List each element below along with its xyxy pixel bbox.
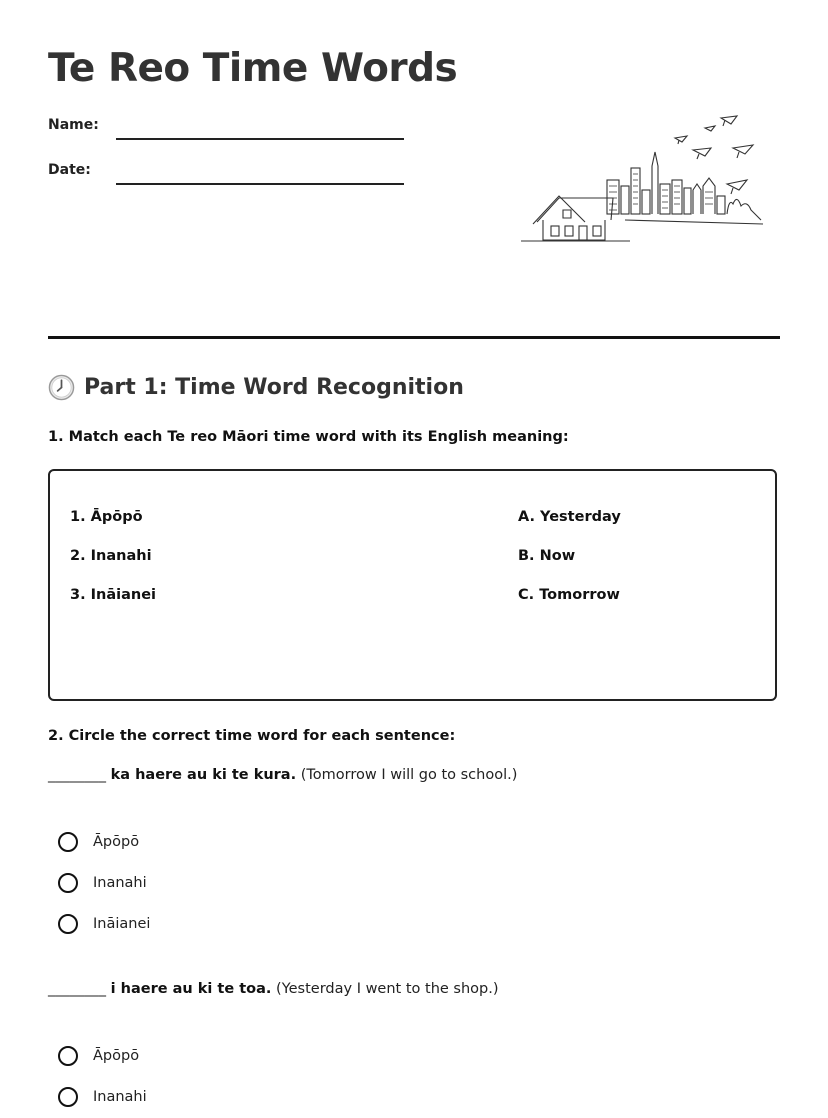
radio-circle[interactable] [58,1046,78,1066]
match-right-item[interactable]: C. Tomorrow [518,587,620,603]
date-field[interactable] [116,183,404,185]
option-label: Āpōpō [93,1048,140,1064]
option-label: Ināianei [93,916,151,932]
name-field[interactable] [116,138,404,140]
match-right-item[interactable]: A. Yesterday [518,509,621,525]
sentence-2 [48,981,499,997]
radio-circle[interactable] [58,873,78,893]
part1-heading-text: Part 1: Time Word Recognition [84,375,464,400]
radio-circle[interactable] [58,914,78,934]
sentence-1 [48,767,517,783]
match-left-item[interactable]: 2. Inanahi [70,548,152,564]
question-2-prompt: 2. Circle the correct time word for each sentence: [48,728,456,744]
option-label: Inanahi [93,875,147,891]
answer-option[interactable] [58,1046,139,1066]
answer-option[interactable] [58,914,150,934]
answer-option[interactable] [58,1087,147,1107]
city-skyline-with-house-and-birds-icon [515,108,770,246]
answer-option[interactable] [58,832,139,852]
match-right-item[interactable]: B. Now [518,548,576,564]
part1-heading [48,374,464,401]
answer-blank: ________ [48,981,106,997]
question-1-prompt: 1. Match each Te reo Māori time word with its English meaning: [48,429,569,445]
match-left-item[interactable]: 3. Ināianei [70,587,157,603]
matching-box [48,469,777,701]
match-left-item[interactable]: 1. Āpōpō [70,509,143,525]
english-translation: (Tomorrow I will go to school.) [300,767,518,783]
name-label: Name: [48,117,99,133]
english-translation: (Yesterday I went to the shop.) [276,981,499,997]
date-label: Date: [48,162,91,178]
clock-icon [48,374,75,401]
option-label: Āpōpō [93,834,140,850]
maori-sentence: ka haere au ki te kura. [110,767,297,783]
answer-blank: ________ [48,767,106,783]
worksheet-title: Te Reo Time Words [48,46,458,91]
answer-option[interactable] [58,873,147,893]
maori-sentence: i haere au ki te toa. [110,981,272,997]
option-label: Inanahi [93,1089,147,1105]
section-divider [48,336,780,339]
radio-circle[interactable] [58,832,78,852]
radio-circle[interactable] [58,1087,78,1107]
